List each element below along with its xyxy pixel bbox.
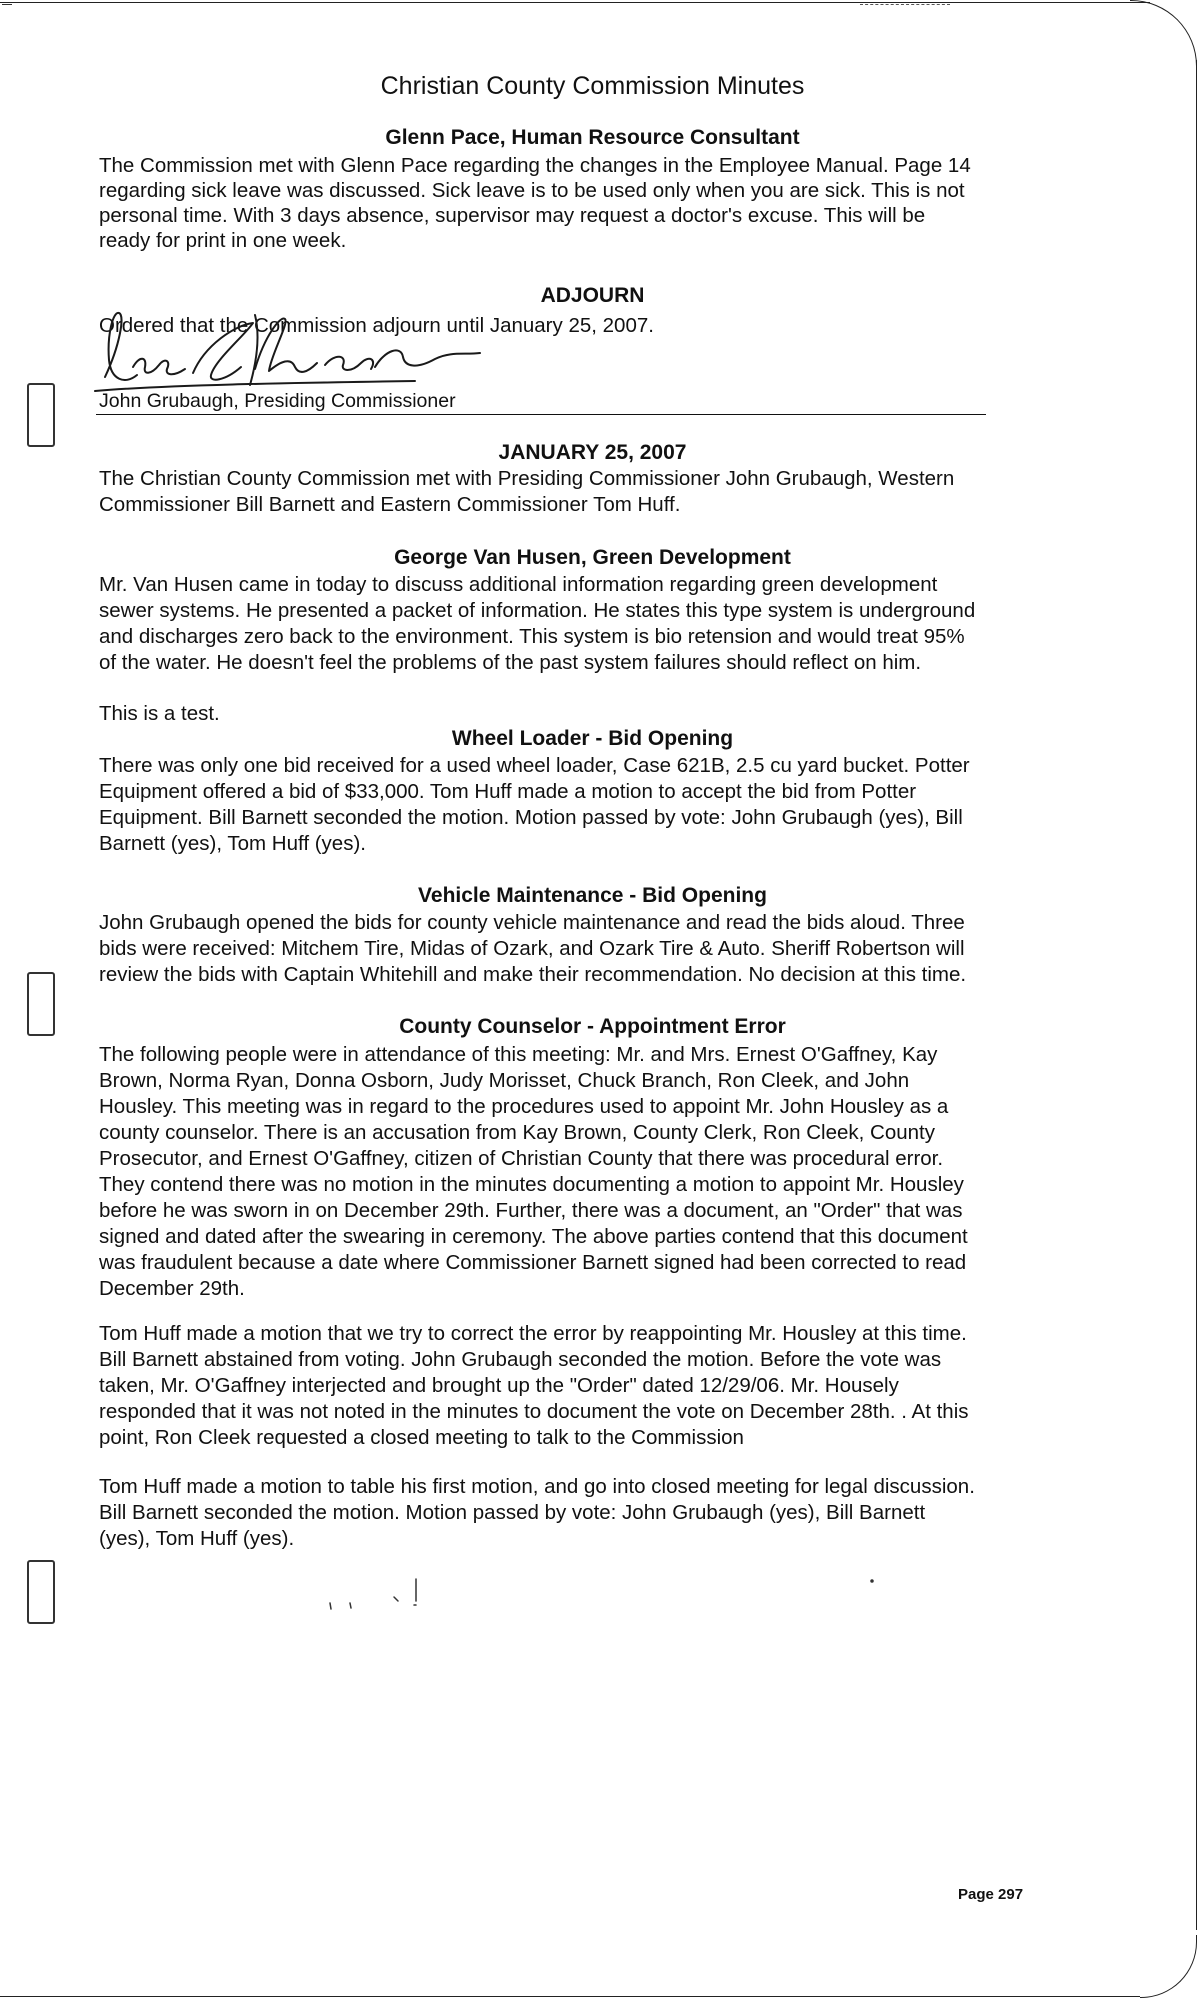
paragraph-line: bids were received: Mitchem Tire, Midas of Ozark, and Ozark Tire & Auto. Sheriff Robertson will xyxy=(99,937,965,960)
paragraph-line: point, Ron Cleek requested a closed meeting to talk to the Commission xyxy=(99,1426,744,1449)
paragraph-line: review the bids with Captain Whitehill and make their recommendation. No decision at this time. xyxy=(99,963,967,986)
page-title: Christian County Commission Minutes xyxy=(380,72,805,100)
paragraph-line: regarding sick leave was discussed. Sick leave is to be used only when you are sick. This is not xyxy=(99,179,965,202)
signature-rule xyxy=(96,414,986,415)
paragraph-line: Mr. Van Husen came in today to discuss additional information regarding green development xyxy=(99,573,938,596)
paragraph-line: signed and dated after the swearing in ceremony. The above parties contend that this document xyxy=(99,1225,968,1248)
paragraph-line: responded that it was not noted in the minutes to document the vote on December 28th. . At this xyxy=(99,1400,969,1423)
paragraph-line: county counselor. There is an accusation from Kay Brown, County Clerk, Ron Cleek, County xyxy=(99,1121,935,1144)
paragraph-line: personal time. With 3 days absence, supervisor may request a doctor's excuse. This will be xyxy=(99,204,926,227)
paragraph-line: Prosecutor, and Ernest O'Gaffney, citizen of Christian County that there was procedural error. xyxy=(99,1147,944,1170)
paragraph-vehicle-maintenance xyxy=(99,910,966,988)
paragraph-line: was fraudulent because a date where Commissioner Barnett signed had been corrected to read xyxy=(99,1251,967,1274)
paragraph-motion-reappoint xyxy=(99,1321,969,1451)
punch-hole-bottom xyxy=(27,1560,55,1624)
punch-hole-top xyxy=(27,383,55,447)
paragraph-line: Tom Huff made a motion that we try to correct the error by reappointing Mr. Housley at this time. xyxy=(99,1322,967,1345)
paragraph-van-husen xyxy=(99,572,975,676)
heading-january-25: JANUARY 25, 2007 xyxy=(498,441,687,464)
heading-glenn-pace: Glenn Pace, Human Resource Consultant xyxy=(385,126,800,149)
scan-edge-bottom xyxy=(0,1996,1140,1997)
paragraph-line: The Commission met with Glenn Pace regarding the changes in the Employee Manual. Page 14 xyxy=(99,154,971,177)
paragraph-line: and discharges zero back to the environment. This system is bio retension and would treat 95% xyxy=(99,625,965,648)
heading-vehicle-maintenance: Vehicle Maintenance - Bid Opening xyxy=(418,884,767,907)
signature-scribble-icon xyxy=(85,305,505,400)
heading-county-counselor: County Counselor - Appointment Error xyxy=(399,1015,786,1038)
paragraph-line: They contend there was no motion in the minutes documenting a motion to appoint Mr. Housley xyxy=(99,1173,964,1196)
paragraph-wheel-loader xyxy=(99,753,970,857)
paragraph-line: December 29th. xyxy=(99,1277,245,1300)
paragraph-line: Equipment. Bill Barnett seconded the motion. Motion passed by vote: John Grubaugh (yes), Bill xyxy=(99,806,963,829)
paragraph-line: John Grubaugh opened the bids for county vehicle maintenance and read the bids aloud. Three xyxy=(99,911,965,934)
paragraph-county-counselor xyxy=(99,1042,968,1302)
paragraph-line: Bill Barnett seconded the motion. Motion passed by vote: John Grubaugh (yes), Bill Barnett xyxy=(99,1501,926,1524)
paragraph-line: Commissioner Bill Barnett and Eastern Commissioner Tom Huff. xyxy=(99,493,681,516)
paragraph-line: Brown, Norma Ryan, Donna Osborn, Judy Morisset, Chuck Branch, Ron Cleek, and John xyxy=(99,1069,910,1092)
paragraph-line: sewer systems. He presented a packet of information. He states this type system is underground xyxy=(99,599,976,622)
paragraph-line: Tom Huff made a motion to table his first motion, and go into closed meeting for legal discussion. xyxy=(99,1475,975,1498)
scan-edge-tick xyxy=(2,4,12,9)
paragraph-line: taken, Mr. O'Gaffney interjected and brought up the "Order" dated 12/29/06. Mr. Housely xyxy=(99,1374,899,1397)
paragraph-line: Bill Barnett abstained from voting. John Grubaugh seconded the motion. Before the vote was xyxy=(99,1348,942,1371)
adjourn-order-text: Ordered that the Commission adjourn until January 25, 2007. xyxy=(99,314,654,337)
scan-specks-icon xyxy=(320,1575,880,1615)
scan-corner-bottom-right xyxy=(1140,1935,1197,1998)
paragraph-line: Barnett (yes), Tom Huff (yes). xyxy=(99,832,366,855)
paragraph-line: before he was sworn in on December 29th. Further, there was a document, an "Order" that was xyxy=(99,1199,963,1222)
signature-caption: John Grubaugh, Presiding Commissioner xyxy=(99,390,456,412)
scan-edge-right xyxy=(1196,60,1197,1930)
paragraph-line: The following people were in attendance of this meeting: Mr. and Mrs. Ernest O'Gaffney, Kay xyxy=(99,1043,938,1066)
paragraph-line: ready for print in one week. xyxy=(99,229,347,252)
paragraph-line: The Christian County Commission met with Presiding Commissioner John Grubaugh, Western xyxy=(99,467,955,490)
test-line: This is a test. xyxy=(99,702,220,725)
paragraph-line: of the water. He doesn't feel the problems of the past system failures should reflect on him. xyxy=(99,651,922,674)
scan-edge-top xyxy=(0,2,1150,3)
heading-wheel-loader: Wheel Loader - Bid Opening xyxy=(451,727,734,750)
paragraph-january-25 xyxy=(99,466,954,518)
scan-edge-top-dash xyxy=(860,4,950,5)
paragraph-glenn-pace xyxy=(99,153,971,254)
heading-adjourn: ADJOURN xyxy=(540,284,645,307)
page-number: Page 297 xyxy=(958,1886,1024,1903)
paragraph-line: (yes), Tom Huff (yes). xyxy=(99,1527,295,1550)
heading-van-husen: George Van Husen, Green Development xyxy=(394,546,791,569)
scan-corner-top-right xyxy=(1130,0,1197,67)
paragraph-line: There was only one bid received for a used wheel loader, Case 621B, 2.5 cu yard bucket. Potter xyxy=(99,754,970,777)
paragraph-line: Equipment offered a bid of $33,000. Tom Huff made a motion to accept the bid from Potter xyxy=(99,780,917,803)
paragraph-line: Housley. This meeting was in regard to the procedures used to appoint Mr. John Housley as a xyxy=(99,1095,949,1118)
paragraph-motion-table xyxy=(99,1474,975,1552)
